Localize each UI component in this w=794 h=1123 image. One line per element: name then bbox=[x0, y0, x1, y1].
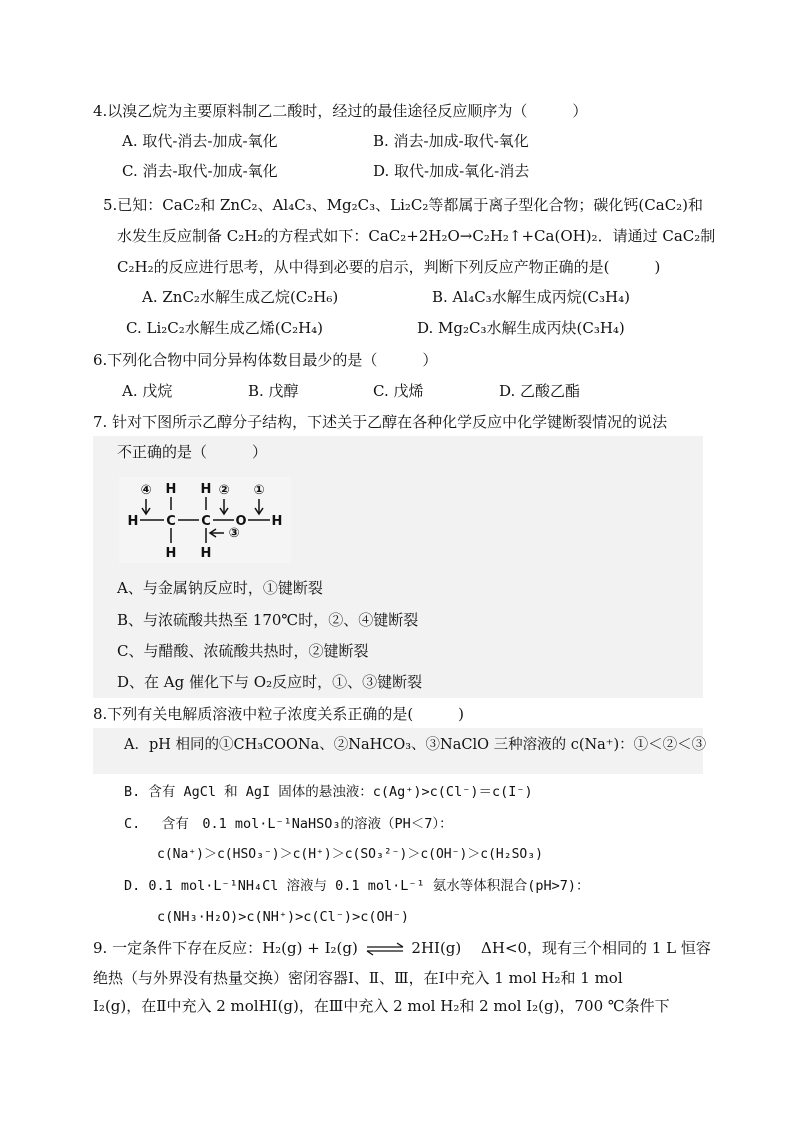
q9-line1-part1: 9. 一定条件下存在反应：H₂(g) + I₂(g) bbox=[93, 939, 358, 957]
q4-option-b: B. 消去-加成-取代-氧化 bbox=[373, 132, 529, 150]
atom-h-left: H bbox=[127, 514, 139, 529]
atom-h-bottom-right: H bbox=[200, 546, 212, 561]
q6-stem: 6.下列化合物中同分异构体数目最少的是（ ） bbox=[93, 351, 438, 369]
q6-option-a: A. 戊烷 bbox=[122, 382, 173, 400]
atom-o: O bbox=[235, 514, 247, 529]
q5-option-a: A. ZnC₂水解生成乙烷(C₂H₆) bbox=[142, 288, 339, 306]
q6-option-c: C. 戊烯 bbox=[373, 382, 424, 400]
q5-stem-line3: C₂H₂的反应进行思考，从中得到必要的启示，判断下列反应产物正确的是( ) bbox=[117, 258, 661, 276]
q7-option-d: D、在 Ag 催化下与 O₂反应时，①、③键断裂 bbox=[117, 673, 423, 691]
ethanol-structure-diagram bbox=[119, 477, 291, 563]
q8-option-c-line2: c(Na⁺)＞c(HSO₃⁻)＞c(H⁺)＞c(SO₃²⁻)＞c(OH⁻)＞c(H₂SO₃) bbox=[157, 847, 543, 862]
q4-option-a: A. 取代-消去-加成-氧化 bbox=[122, 132, 278, 150]
atom-h-top-right: H bbox=[200, 482, 212, 497]
q6-option-b: B. 戊醇 bbox=[248, 382, 299, 400]
q4-stem: 4.以溴乙烷为主要原料制乙二酸时，经过的最佳途径反应顺序为（ ） bbox=[93, 102, 588, 120]
q5-option-c: C. Li₂C₂水解生成乙烯(C₂H₄) bbox=[126, 319, 324, 337]
q9-stem-line3: I₂(g)，在Ⅱ中充入 2 molHI(g)，在Ⅲ中充入 2 mol H₂和 2 mol I₂(g)，700 ℃条件下 bbox=[93, 997, 670, 1015]
bond-label-1: ① bbox=[253, 483, 265, 498]
q5-option-b: B. Al₄C₃水解生成丙烷(C₃H₄) bbox=[432, 288, 630, 306]
bond-label-4: ④ bbox=[140, 483, 152, 498]
q5-option-d: D. Mg₂C₃水解生成丙炔(C₃H₄) bbox=[417, 319, 625, 337]
bond-label-3: ③ bbox=[228, 526, 240, 541]
atom-h-bottom-left: H bbox=[165, 546, 177, 561]
q7-stem-line2: 不正确的是（ ） bbox=[117, 443, 268, 461]
q5-stem-line2: 水发生反应制备 C₂H₂的方程式如下：CaC₂+2H₂O→C₂H₂↑+Ca(OH)₂．请通过 CaC₂制 bbox=[117, 227, 716, 245]
q9-stem-line2: 绝热（与外界没有热量交换）密闭容器Ⅰ、Ⅱ、Ⅲ，在Ⅰ中充入 1 mol H₂和 1 mol bbox=[93, 969, 623, 987]
q8-option-d-line2: c(NH₃·H₂O)>c(NH⁺)>c(Cl⁻)>c(OH⁻) bbox=[157, 909, 409, 925]
bond-label-2: ② bbox=[218, 483, 230, 498]
q5-stem-line1: 5.已知：CaC₂和 ZnC₂、Al₄C₃、Mg₂C₃、Li₂C₂等都属于离子型化合物；碳化钙(CaC₂)和 bbox=[103, 196, 704, 214]
q9-line1-part2: 2HI(g) ΔH<0，现有三个相同的 1 L 恒容 bbox=[411, 939, 711, 957]
q8-option-b: B. 含有 AgCl 和 AgI 固体的悬浊液：c(Ag⁺)>c(Cl⁻)＝c(I⁻) bbox=[124, 784, 533, 800]
q7-stem-line1: 7. 针对下图所示乙醇分子结构，下述关于乙醇在各种化学反应中化学键断裂情况的说法 bbox=[93, 413, 668, 431]
q7-option-c: C、与醋酸、浓硫酸共热时，②键断裂 bbox=[117, 642, 369, 660]
q8-option-d-line1: D. 0.1 mol·L⁻¹NH₄Cl 溶液与 0.1 mol·L⁻¹ 氨水等体积混合(pH>7)： bbox=[124, 878, 590, 894]
atom-h-hydroxyl: H bbox=[271, 514, 283, 529]
q8-stem: 8.下列有关电解质溶液中粒子浓度关系正确的是( ) bbox=[93, 705, 465, 723]
q4-option-c: C. 消去-取代-加成-氧化 bbox=[122, 162, 278, 180]
q8-option-a: A．pH 相同的①CH₃COONa、②NaHCO₃、③NaClO 三种溶液的 c(Na⁺)：①＜②＜③ bbox=[124, 737, 707, 753]
q4-option-d: D. 取代-加成-氧化-消去 bbox=[373, 162, 530, 180]
q9-stem-line1 bbox=[93, 938, 711, 958]
q8-option-c-line1: C. 含有 0.1 mol·L⁻¹NaHSO₃的溶液（PH＜7）： bbox=[124, 816, 453, 832]
q7-option-b: B、与浓硫酸共热至 170℃时，②、④键断裂 bbox=[117, 611, 419, 629]
atom-c1: C bbox=[166, 514, 176, 529]
atom-c2: C bbox=[201, 514, 211, 529]
q6-option-d: D. 乙酸乙酯 bbox=[499, 382, 581, 400]
atom-h-top-left: H bbox=[165, 482, 177, 497]
reversible-arrow-icon bbox=[365, 942, 405, 956]
q7-option-a: A、与金属钠反应时，①键断裂 bbox=[117, 579, 323, 597]
